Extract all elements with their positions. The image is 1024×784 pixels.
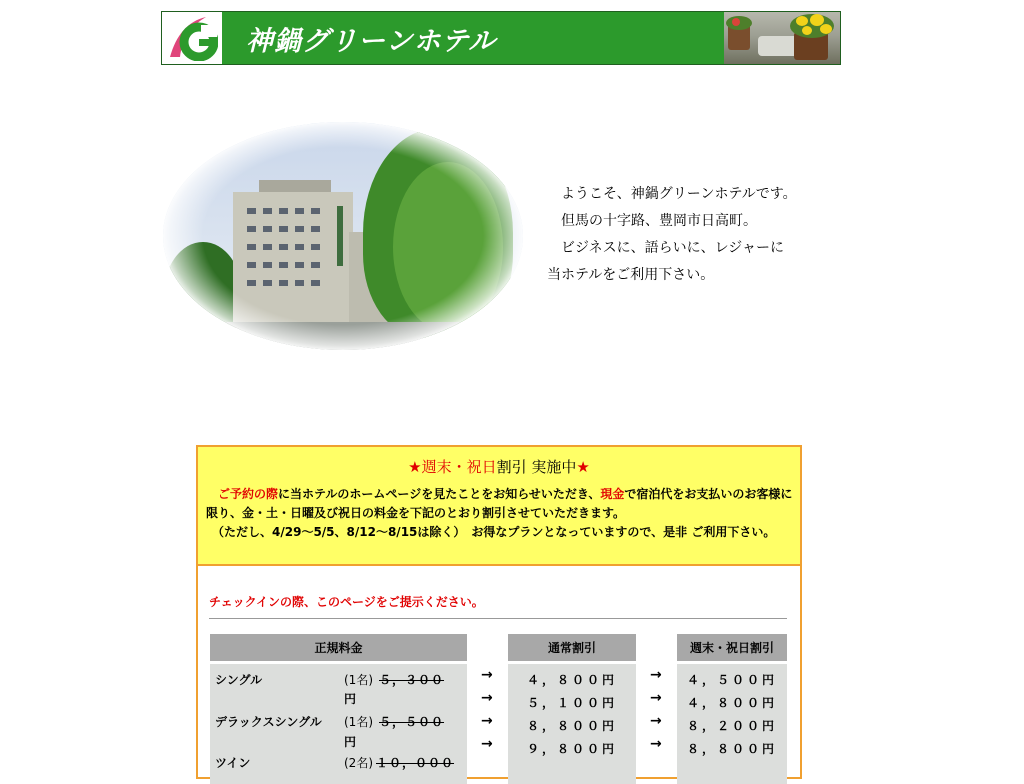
- campaign-text: で宿泊代をお支払いのお客様に限り、金・土・日曜及び祝日の料金を下記のとおり割引させていただきます。: [206, 487, 793, 520]
- logo-g-icon: [166, 15, 218, 61]
- campaign-title-text: 割引 実施中: [496, 458, 577, 476]
- welcome-message: [547, 181, 868, 289]
- room-capacity: (1名): [344, 715, 373, 729]
- regular-price: ５，５００: [379, 715, 445, 729]
- weekend-discount-header: 週末・祝日割引: [677, 634, 787, 661]
- weekend-discount-campaign: [196, 445, 802, 779]
- hotel-logo[interactable]: [162, 12, 223, 64]
- regular-price-unit: 円: [344, 735, 357, 749]
- room-type-single: シングル: [215, 673, 263, 687]
- regular-price-unit: 円: [344, 692, 357, 706]
- cash-highlight: 現金: [600, 487, 625, 501]
- normal-discount-price: ４，８００円: [526, 673, 617, 687]
- welcome-line: 但馬の十字路、豊岡市日高町。: [547, 213, 757, 229]
- hotel-building-photo: [163, 122, 523, 350]
- arrow-right-icon: →: [481, 690, 493, 706]
- arrow-right-icon: →: [481, 667, 493, 683]
- arrow-right-icon: →: [650, 667, 662, 683]
- campaign-title: [198, 456, 800, 477]
- star-icon: ★: [408, 458, 422, 476]
- campaign-header: [198, 447, 800, 566]
- room-capacity: (2名): [344, 756, 373, 770]
- regular-price-header: 正規料金: [210, 634, 467, 661]
- flower-photo: [724, 12, 840, 64]
- checkin-notice: チェックインの際、このページをご提示ください。: [209, 595, 484, 609]
- arrow-right-icon: →: [650, 713, 662, 729]
- weekend-discount-price: ８，２００円: [686, 719, 777, 733]
- normal-discount-price: ８，８００円: [526, 719, 617, 733]
- campaign-exception-text: （ただし、4/29～5/5、8/12～8/15は除く） お得なプランとなっていますので、是非 ご利用下さい。: [218, 525, 776, 539]
- reservation-highlight: ご予約の際: [218, 487, 279, 501]
- regular-price: ５，３００: [379, 673, 445, 687]
- arrow-right-icon: →: [650, 736, 662, 752]
- campaign-title-highlight: 週末・祝日: [421, 458, 497, 476]
- welcome-line: ビジネスに、語らいに、レジャーに 当ホテルをご利用下さい。: [547, 240, 868, 283]
- normal-discount-price: ９，８００円: [526, 742, 617, 756]
- normal-discount-header: 通常割引: [508, 634, 636, 661]
- room-capacity: (1名): [344, 673, 373, 687]
- campaign-description: [206, 485, 796, 542]
- regular-price: １０，０００: [376, 756, 455, 770]
- welcome-line: ようこそ、神鍋グリーンホテルです。: [547, 186, 797, 202]
- campaign-text: に当ホテルのホームページを見たことをお知らせいただき、: [278, 487, 601, 501]
- header-banner: [161, 11, 841, 65]
- normal-discount-price: ５，１００円: [526, 696, 617, 710]
- arrow-right-icon: →: [481, 713, 493, 729]
- arrow-right-icon: →: [650, 690, 662, 706]
- weekend-discount-price: ８，８００円: [686, 742, 777, 756]
- room-type-twin: ツイン: [215, 756, 251, 770]
- hotel-name-title: 神鍋グリーンホテル: [246, 26, 497, 57]
- arrow-right-icon: →: [481, 736, 493, 752]
- star-icon: ★: [576, 458, 590, 476]
- weekend-discount-price: ４，８００円: [686, 696, 777, 710]
- divider: [209, 618, 787, 619]
- room-type-deluxe-single: デラックスシングル: [215, 715, 322, 729]
- weekend-discount-price: ４，５００円: [686, 673, 777, 687]
